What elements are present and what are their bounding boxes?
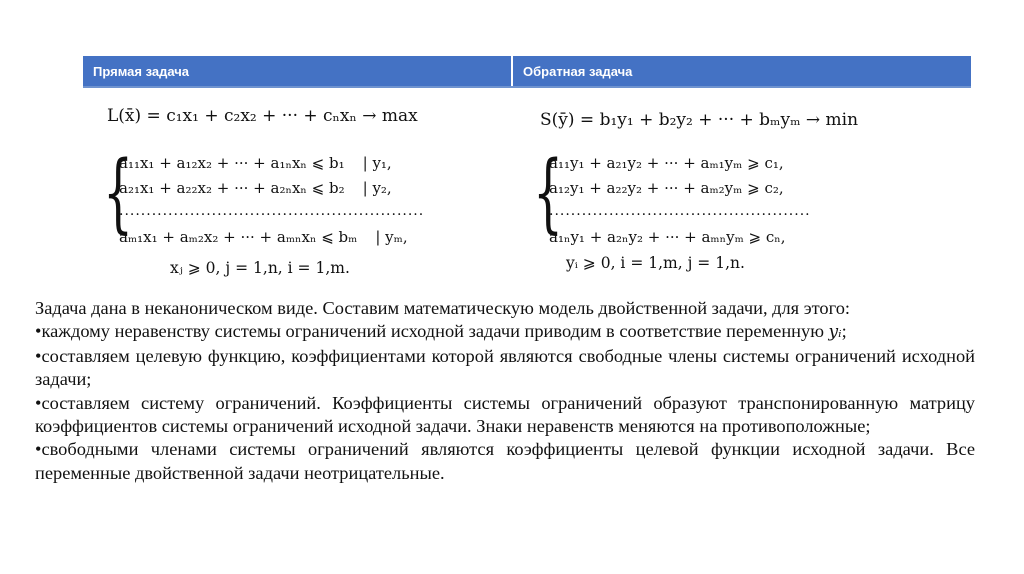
bullet-1-text: •каждому неравенству системы ограничений исходной задачи приводим в соответствие переменную [35, 321, 829, 342]
primal-row-1 [119, 154, 424, 179]
primal-row-m [119, 228, 424, 253]
bullet-2: •составляем целевую функцию, коэффициентами которой являются свободные члены системы ограничений исходной задачи; [35, 345, 975, 390]
primal-row-2 [119, 179, 424, 204]
header-primal-task: Прямая задача [83, 56, 513, 86]
left-brace-icon: { [533, 143, 564, 243]
header-dual-task: Обратная задача [513, 56, 971, 86]
primal-row-1-var: | y₁, [362, 154, 392, 172]
dual-row-1: a₁₁y₁ + a₂₁y₂ + ··· + aₘ₁yₘ ⩾ c₁, [549, 154, 784, 172]
dual-row-2: a₁₂y₁ + a₂₂y₂ + ··· + aₘ₂yₘ ⩾ c₂, [549, 178, 784, 197]
dual-row-dots: ................................................ [549, 203, 811, 219]
bullet-1 [35, 320, 975, 344]
table-header [83, 56, 971, 88]
bullet-3: •составляем систему ограничений. Коэффициенты системы ограничений образуют транспонированную матрицу коэффициентов системы ограничений исходной задачи. Знаки неравенств меняются на противоположные; [35, 392, 975, 437]
bullet-1-end: ; [841, 321, 847, 342]
primal-row-2-expr: a₂₁x₁ + a₂₂x₂ + ··· + a₂ₙxₙ ⩽ b₂ [119, 178, 345, 197]
primal-row-2-var: | y₂, [362, 178, 392, 197]
left-brace-icon: { [103, 143, 134, 243]
bullet-4: •свободными членами системы ограничений являются коэффициенты целевой функции исходной задачи. Все переменные двойственной задачи неотрицательные. [35, 439, 975, 483]
primal-objective: L(x̄) = c₁x₁ + c₂x₂ + ··· + cₙxₙ → max [107, 106, 418, 126]
dual-objective: S(ȳ) = b₁y₁ + b₂y₂ + ··· + bₘyₘ → min [540, 110, 859, 130]
primal-conditions: xⱼ ⩾ 0, j = 1,n, i = 1,m. [170, 259, 350, 277]
explanation-text [35, 297, 975, 485]
primal-row-m-expr: aₘ₁x₁ + aₘ₂x₂ + ··· + aₘₙxₙ ⩽ bₘ [119, 227, 358, 246]
dual-conditions: yᵢ ⩾ 0, i = 1,m, j = 1,n. [566, 254, 745, 272]
dual-row-n: a₁ₙy₁ + a₂ₙy₂ + ··· + aₘₙyₘ ⩾ cₙ, [549, 227, 786, 246]
primal-row-1-expr: a₁₁x₁ + a₁₂x₂ + ··· + a₁ₙxₙ ⩽ b₁ [119, 154, 345, 172]
intro-paragraph: Задача дана в неканоническом виде. Составим математическую модель двойственной задачи, для этого: [35, 298, 851, 318]
primal-row-m-var: | yₘ, [375, 227, 408, 246]
primal-row-dots: ........................................................ [119, 203, 425, 219]
bullet-1-variable: yᵢ [828, 322, 842, 343]
